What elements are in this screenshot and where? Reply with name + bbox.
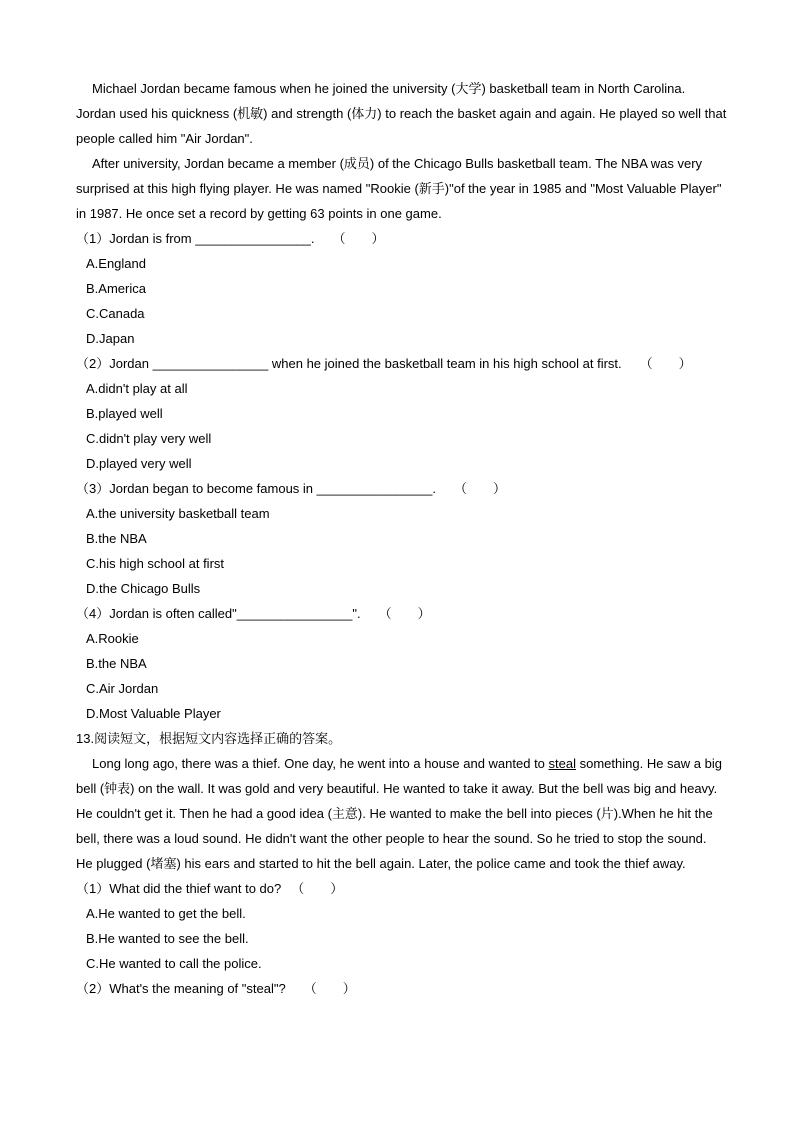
- passage1-line-2: Jordan used his quickness (机敏) and strength (体力) to reach the basket again and again. He played so well that: [76, 106, 727, 121]
- passage2-line-5: He plugged (堵塞) his ears and started to hit the bell again. Later, the police came and took the thief away.: [76, 856, 686, 871]
- answer-parentheses: （ ）: [639, 356, 692, 371]
- option-c: C.Canada: [86, 306, 145, 321]
- question-text: （1）Jordan is from ________________.: [76, 231, 315, 246]
- passage1-line-3: people called him "Air Jordan".: [76, 131, 253, 146]
- passage2-line-2: bell (钟表) on the wall. It was gold and very beautiful. He wanted to take it away. But the bell was big and heavy.: [76, 781, 718, 796]
- passage1-line-4: After university, Jordan became a member (成员) of the Chicago Bulls basketball team. The NBA was very: [92, 156, 703, 171]
- option-c: C.Air Jordan: [86, 681, 159, 696]
- option-a: A.didn't play at all: [86, 381, 188, 396]
- option-a: A.He wanted to get the bell.: [86, 906, 246, 921]
- underlined-word: steal: [548, 756, 576, 771]
- section-heading: 13.阅读短文，根据短文内容选择正确的答案。: [76, 731, 342, 746]
- option-a: A.Rookie: [86, 631, 139, 646]
- answer-parentheses: （ ）: [453, 481, 506, 496]
- answer-parentheses: （ ）: [378, 606, 431, 621]
- passage1-line-5: surprised at this high flying player. He was named "Rookie (新手)"of the year in 1985 and "Most Valuable Player": [76, 181, 722, 196]
- question-stem: [76, 226, 385, 251]
- option-b: B.the NBA: [86, 531, 147, 546]
- passage2-text: Long long ago, there was a thief. One day, he went into a house and wanted to: [92, 756, 549, 771]
- option-d: D.the Chicago Bulls: [86, 581, 201, 596]
- passage1-line-1: Michael Jordan became famous when he joined the university (大学) basketball team in North Carolina.: [92, 81, 686, 96]
- answer-parentheses: （ ）: [303, 981, 356, 996]
- option-b: B.the NBA: [86, 656, 147, 671]
- option-a: A.the university basketball team: [86, 506, 270, 521]
- question-stem: [76, 601, 431, 626]
- passage2-line-1: [92, 751, 722, 776]
- option-d: D.Most Valuable Player: [86, 706, 221, 721]
- question-stem: [76, 976, 356, 1001]
- option-d: D.played very well: [86, 456, 192, 471]
- question-stem: [76, 351, 692, 376]
- passage2-line-4: bell, there was a loud sound. He didn't want the other people to hear the sound. So he tried to stop the sound.: [76, 831, 707, 846]
- passage1-line-6: in 1987. He once set a record by getting 63 points in one game.: [76, 206, 442, 221]
- option-d: D.Japan: [86, 331, 135, 346]
- option-b: B.played well: [86, 406, 163, 421]
- question-text: （2）What's the meaning of "steal"?: [76, 981, 286, 996]
- question-stem: [76, 876, 343, 901]
- option-b: B.He wanted to see the bell.: [86, 931, 249, 946]
- option-a: A.England: [86, 256, 146, 271]
- option-c: C.He wanted to call the police.: [86, 956, 262, 971]
- question-stem: [76, 476, 506, 501]
- option-c: C.didn't play very well: [86, 431, 212, 446]
- question-text: （4）Jordan is often called"________________".: [76, 606, 361, 621]
- option-c: C.his high school at first: [86, 556, 225, 571]
- passage2-line-3: He couldn't get it. Then he had a good idea (主意). He wanted to make the bell into pieces (片).When he hit the: [76, 806, 713, 821]
- answer-parentheses: （ ）: [332, 231, 385, 246]
- question-text: （1）What did the thief want to do?: [76, 881, 282, 896]
- passage2-text: something. He saw a big: [576, 756, 722, 771]
- question-text: （3）Jordan began to become famous in ________________.: [76, 481, 436, 496]
- option-b: B.America: [86, 281, 146, 296]
- answer-parentheses: （ ）: [291, 881, 344, 896]
- question-text: （2）Jordan ________________ when he joined the basketball team in his high school at first.: [76, 356, 622, 371]
